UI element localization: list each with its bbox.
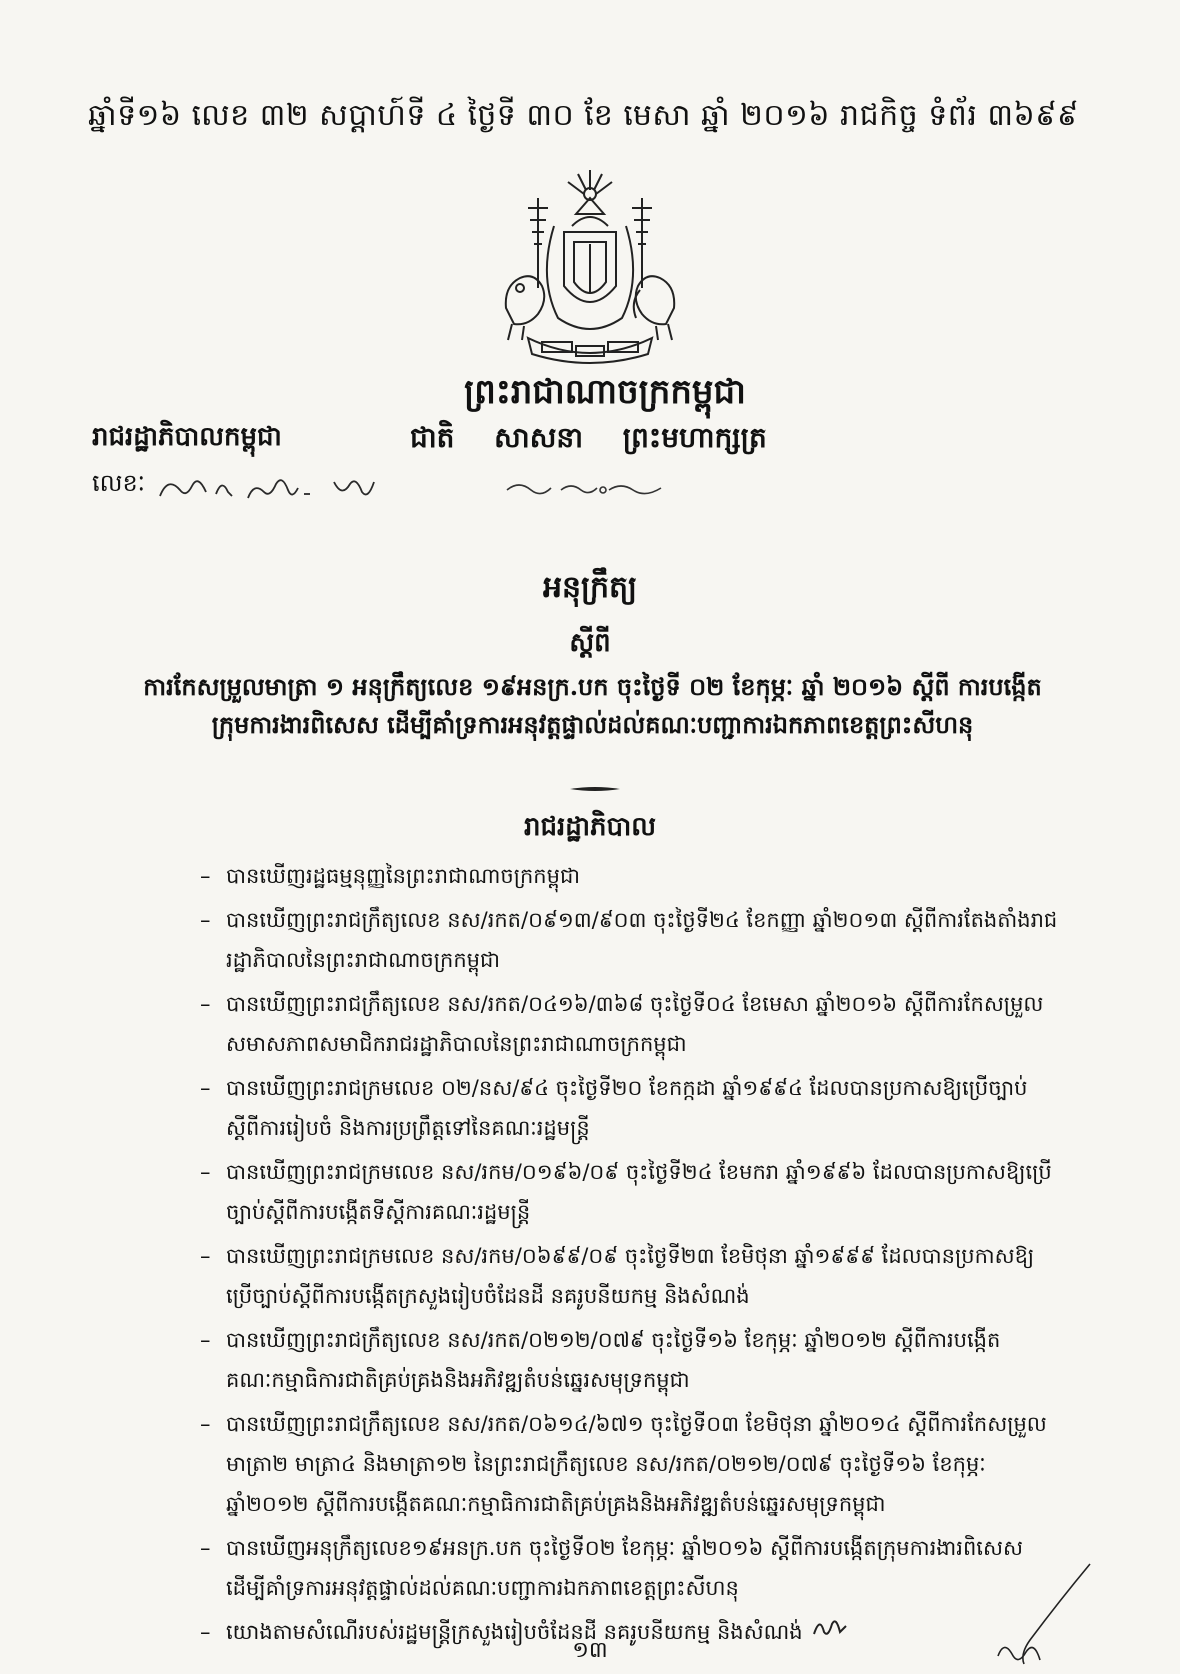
document-type: អនុក្រឹត្យ xyxy=(542,570,638,605)
list-item: – បានឃើញអនុក្រឹត្យលេខ១៩អនក្រ.បក ចុះថ្ងៃទី០២ ខែកុម្ភៈ ឆ្នាំ២០១៦ ស្តីពីការបង្កើតក្រុមការងារពិសេសដើម្បីគាំទ្រការអនុវត្តផ្ទាល់ដល់គណៈបញ្ជាការឯកភាពខេត្តព្រះសីហនុ xyxy=(200,1536,1023,1600)
recital-text: បានឃើញព្រះរាជក្រមលេខ ០២/នស/៩៤ ចុះថ្ងៃទី២០ ខែកក្កដា ឆ្នាំ១៩៩៤ ដែលបានប្រកាសឱ្យប្រើច្បាប់ស្តីពីការរៀបចំ និងការប្រព្រឹត្តទៅនៃគណៈរដ្ឋមន្ត្រី xyxy=(226,1076,1028,1140)
list-item: – បានឃើញព្រះរាជក្រឹត្យលេខ នស/រកត/០៦១៤/៦៧១ ចុះថ្ងៃទី០៣ ខែមិថុនា ឆ្នាំ២០១៤ ស្តីពីការកែសម្រួលមាត្រា២ មាត្រា៤ និងមាត្រា១២ នៃព្រះរាជក្រឹត្យលេខ នស/រកត/០២១២/០៧៩ ចុះថ្ងៃទី១៦ ខែកុម្ភៈ ឆ្នាំ២០១២ ស្តីពីការបង្កើតគណៈកម្មាធិការជាតិគ្រប់គ្រងនិងអភិវឌ្ឍតំបន់ឆ្នេរសមុទ្រកម្ពុជា xyxy=(200,1412,1047,1516)
ornamental-flourish xyxy=(505,478,665,500)
list-item: – បានឃើញព្រះរាជក្រមលេខ នស/រកម/០៦៩៩/០៩ ចុះថ្ងៃទី២៣ ខែមិថុនា ឆ្នាំ១៩៩៩ ដែលបានប្រកាសឱ្យប្រើច្បាប់ស្តីពីការបង្កើតក្រសួងរៀបចំដែនដី នគរូបនីយកម្ម និងសំណង់ xyxy=(200,1244,1035,1308)
national-motto: ជាតិ សាសនា ព្រះមហាក្សត្រ xyxy=(410,421,767,454)
royal-coat-of-arms-icon xyxy=(498,168,682,366)
about-label: ស្តីពី xyxy=(569,628,611,658)
list-item: – បានឃើញព្រះរាជក្រឹត្យលេខ នស/រកត/០៩១៣/៩០៣ ចុះថ្ងៃទី២៤ ខែកញ្ញា ឆ្នាំ២០១៣ ស្តីពីការតែងតាំងរាជរដ្ឋាភិបាលនៃព្រះរាជាណាចក្រកម្ពុជា xyxy=(200,908,1058,972)
issuing-authority: រាជរដ្ឋាភិបាល xyxy=(523,812,657,842)
list-item: – យោងតាមសំណើរបស់រដ្ឋមន្ត្រីក្រសួងរៀបចំដែនដី នគរូបនីយកម្ម និងសំណង់ xyxy=(200,1620,803,1644)
decree-subject: ការកែសម្រួលមាត្រា ១ អនុក្រឹត្យលេខ ១៩អនក្រ.បក ចុះថ្ងៃទី ០២ ខែកុម្ភៈ ឆ្នាំ ២០១៦ ស្តីពី ការបង្កើតក្រុមការងារពិសេស ដើម្បីគាំទ្រការអនុវត្តផ្ទាល់ដល់គណៈបញ្ជាការឯកភាពខេត្តព្រះសីហនុ xyxy=(143,672,1042,739)
recital-text: បានឃើញព្រះរាជក្រមលេខ នស/រកម/០១៩៦/០៩ ចុះថ្ងៃទី២៤ ខែមករា ឆ្នាំ១៩៩៦ ដែលបានប្រកាសឱ្យប្រើច្បាប់ស្តីពីការបង្កើតទីស្តីការគណៈរដ្ឋមន្ត្រី xyxy=(226,1160,1052,1224)
recital-text: បានឃើញព្រះរាជក្រឹត្យលេខ នស/រកត/០២១២/០៧៩ ចុះថ្ងៃទី១៦ ខែកុម្ភៈ ឆ្នាំ២០១២ ស្តីពីការបង្កើតគណៈកម្មាធិការជាតិគ្រប់គ្រងនិងអភិវឌ្ឍតំបន់ឆ្នេរសមុទ្រកម្ពុជា xyxy=(226,1328,1001,1392)
kingdom-title: ព្រះរាជាណាចក្រកម្ពុជា xyxy=(464,372,746,412)
page-number: ១៣ xyxy=(572,1638,608,1663)
list-item: – បានឃើញព្រះរាជក្រមលេខ ០២/នស/៩៤ ចុះថ្ងៃទី២០ ខែកក្កដា ឆ្នាំ១៩៩៤ ដែលបានប្រកាសឱ្យប្រើច្បាប់ស្តីពីការរៀបចំ និងការប្រព្រឹត្តទៅនៃគណៈរដ្ឋមន្ត្រី xyxy=(200,1076,1028,1140)
recital-text: យោងតាមសំណើរបស់រដ្ឋមន្ត្រីក្រសួងរៀបចំដែនដី នគរូបនីយកម្ម និងសំណង់ xyxy=(226,1620,803,1644)
recital-text: បានឃើញព្រះរាជក្រឹត្យលេខ នស/រកត/០៤១៦/៣៦៨ ចុះថ្ងៃទី០៤ ខែមេសា ឆ្នាំ២០១៦ ស្តីពីការកែសម្រួលសមាសភាពសមាជិករាជរដ្ឋាភិបាលនៃព្រះរាជាណាចក្រកម្ពុជា xyxy=(226,992,1044,1056)
reference-label: លេខៈ xyxy=(92,469,146,497)
recital-text: បានឃើញព្រះរាជក្រឹត្យលេខ នស/រកត/០៦១៤/៦៧១ ចុះថ្ងៃទី០៣ ខែមិថុនា ឆ្នាំ២០១៤ ស្តីពីការកែសម្រួលមាត្រា២ មាត្រា៤ និងមាត្រា១២ នៃព្រះរាជក្រឹត្យលេខ នស/រកត/០២១២/០៧៩ ចុះថ្ងៃទី១៦ ខែកុម្ភៈ ឆ្នាំ២០១២ ស្តីពីការបង្កើតគណៈកម្មាធិការជាតិគ្រប់គ្រងនិងអភិវឌ្ឍតំបន់ឆ្នេរសមុទ្រកម្ពុជា xyxy=(226,1412,1047,1516)
handwritten-reference-number xyxy=(158,468,388,508)
recital-text: បានឃើញអនុក្រឹត្យលេខ១៩អនក្រ.បក ចុះថ្ងៃទី០២ ខែកុម្ភៈ ឆ្នាំ២០១៦ ស្តីពីការបង្កើតក្រុមការងារពិសេសដើម្បីគាំទ្រការអនុវត្តផ្ទាល់ដល់គណៈបញ្ជាការឯកភាពខេត្តព្រះសីហនុ xyxy=(226,1536,1023,1600)
signature-mark xyxy=(990,1560,1100,1672)
recital-text: បានឃើញព្រះរាជក្រមលេខ នស/រកម/០៦៩៩/០៩ ចុះថ្ងៃទី២៣ ខែមិថុនា ឆ្នាំ១៩៩៩ ដែលបានប្រកាសឱ្យប្រើច្បាប់ស្តីពីការបង្កើតក្រសួងរៀបចំដែនដី នគរូបនីយកម្ម និងសំណង់ xyxy=(226,1244,1035,1308)
recitals-list xyxy=(200,856,1060,1656)
list-item: – បានឃើញព្រះរាជក្រឹត្យលេខ នស/រកត/០៤១៦/៣៦៨ ចុះថ្ងៃទី០៤ ខែមេសា ឆ្នាំ២០១៦ ស្តីពីការកែសម្រួលសមាសភាពសមាជិករាជរដ្ឋាភិបាលនៃព្រះរាជាណាចក្រកម្ពុជា xyxy=(200,992,1044,1056)
recital-text: បានឃើញព្រះរាជក្រឹត្យលេខ នស/រកត/០៩១៣/៩០៣ ចុះថ្ងៃទី២៤ ខែកញ្ញា ឆ្នាំ២០១៣ ស្តីពីការតែងតាំងរាជរដ្ឋាភិបាលនៃព្រះរាជាណាចក្រកម្ពុជា xyxy=(226,908,1058,972)
gazette-header: ឆ្នាំទី១៦ លេខ ៣២ សប្តាហ៍ទី ៤ ថ្ងៃទី ៣០ ខែ មេសា ឆ្នាំ ២០១៦ រាជកិច្ច ទំព័រ ៣៦៩៩ xyxy=(88,98,1079,133)
recital-text: បានឃើញរដ្ឋធម្មនុញ្ញនៃព្រះរាជាណាចក្រកម្ពុជា xyxy=(226,864,580,888)
list-item: – បានឃើញរដ្ឋធម្មនុញ្ញនៃព្រះរាជាណាចក្រកម្ពុជា xyxy=(200,864,580,888)
list-item: – បានឃើញព្រះរាជក្រឹត្យលេខ នស/រកត/០២១២/០៧៩ ចុះថ្ងៃទី១៦ ខែកុម្ភៈ ឆ្នាំ២០១២ ស្តីពីការបង្កើតគណៈកម្មាធិការជាតិគ្រប់គ្រងនិងអភិវឌ្ឍតំបន់ឆ្នេរសមុទ្រកម្ពុជា xyxy=(200,1328,1001,1392)
government-name: រាជរដ្ឋាភិបាលកម្ពុជា xyxy=(92,422,282,452)
list-item: – បានឃើញព្រះរាជក្រមលេខ នស/រកម/០១៩៦/០៩ ចុះថ្ងៃទី២៤ ខែមករា ឆ្នាំ១៩៩៦ ដែលបានប្រកាសឱ្យប្រើច្បាប់ស្តីពីការបង្កើតទីស្តីការគណៈរដ្ឋមន្ត្រី xyxy=(200,1160,1052,1224)
divider xyxy=(570,785,620,793)
